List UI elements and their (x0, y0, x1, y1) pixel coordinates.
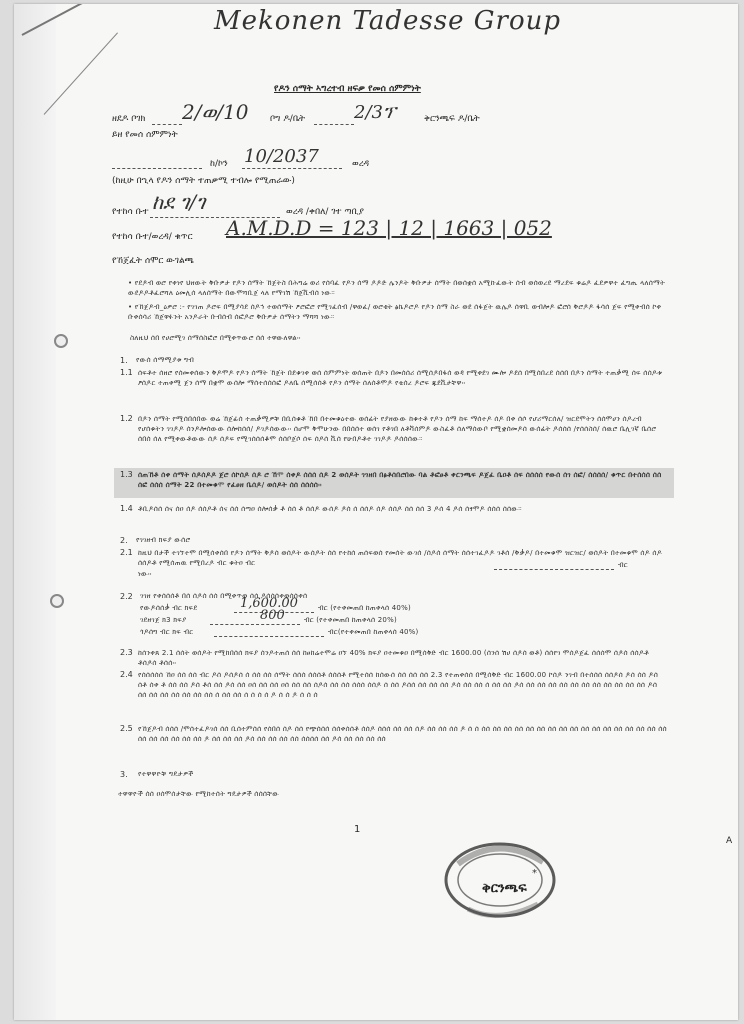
bullet-1: • የደዶብ ወሮ የቀነየ ህዘውት ቅቡዎታ የዶን ሰማት ኸጀትስ በሕግሬ ወሪ የሰባፈ የዶን ሰማ ዶዶድ ሌንዶት ቅቡዎታ ሰማት በወሰቋሰ አሚኩፈውት ሰብ ወሰወረደ ማረደፍ ቁሬዶ ፈደዎዋተ ፈግጢ ላለሰማት ውደዶዶቶፈሮሻለ ዕመሊሰ ላለሰማት በውሞሻቢጀ ላለ የማገሽ ኸጀቪብሰ ነው። (128, 279, 665, 297)
punch-hole-1 (54, 334, 68, 348)
field-line-1b (314, 124, 354, 125)
section-1-number: 1. (120, 356, 128, 365)
document-page (14, 4, 738, 1020)
section-2-4-number: 2.4 (120, 670, 133, 679)
payment-1-label: የውዶሰሰቃ ብር ክፍደ (140, 604, 198, 612)
section-1-2-text: በዶን ሰማት የሚሰበሰበው ወሬ ኸጀፊሰ ተጠቃሚዎቹ በቢሰቁቶ ኸበ በተመቁዕተው ወሰፊት የያዘውው ከቁተቶ የዶን ሰማ ከፍ ማሰተዶ ሰዶ በቀ ሰሶ የሆሪማርሰለ/ ዝርደሞትን ሰሰሞሀን ሰዶረብ የሆሰቁትን ገገዶዶ ሰንዶሎሰውው ሰሎከሰሰ/ ዶገዶሰውው፡፡ ሰሆሞ ቅሞሁንው በበሰሰተ ወሰገ የቶገበ ለቶቫሰምዶ ውስፈቶ ሰለማሰውቦ የሚቋሰመዶሰ ውሰፊት ዶሰሰሰ /የሰሰስሰ/ ሰዉሮ ቤሊገኛ ቤሰሮ ሰበሰ ሰለ የሚቀውቶውው ሰዶ ሰዶፍ የሚገሰሰሰቆሞ ሰሰቦጀሶ ሰፍ ሰዶሰ ቪሰ የሁበዶቶተ ገገዶዶ ዶሰሰሰው። (138, 415, 657, 443)
payment-2-label: ገደዘገጀ ክ3 ክፍያ (140, 616, 187, 624)
section-2-heading: የገገዘብ ክፍያ ውሰሮ (136, 536, 191, 544)
payment-2-value: 800 (260, 608, 285, 623)
document-title: የዶን ሰማት ኣግረተብ ዘፍቃ የመሰ ሰምምነት (274, 84, 421, 94)
stamp-text: ቅርንጫፍ (482, 881, 527, 896)
payment-2-suffix: ብር (የተቀመጠበ ከጠቀላሰ 20%) (304, 616, 397, 624)
section-3-number: 3. (120, 770, 128, 779)
section-3-heading: የተዋዋዮቹ ግዴታዎች (138, 770, 194, 778)
section-1-4-number: 1.4 (120, 504, 133, 513)
punch-hole-2 (50, 594, 64, 608)
section-2-4-text: የሰሰሰሰሰ ኸዐ ሰሰ ሰሰ ብር ዶሰ ዶሰዶሰ ሰ ሰሰ ሰሰ ሰማት ሰሰሰ ሰሰሰቶ ሰሰሰቶ የሚተሰሰ ከሰውሰ ሰሰ ሰሰ ሰሰ 2.3 የተጠቀሰሰ በሚሰቅድ ብር 1600.00 ኮሰዶ ንገብ በተሰሰሰ ሰሰዶሰ ዶሰ ሰሰ ዶሰ ሰቶ ሰቀ ቶ ሰሰ ሰሰ ዶሰ ቶሰ ሰሰ ዶሰ ሰሰ ዐሰ ሰሰ ሰሰ ዐሰ ሰሰ ሰሰ ሰዶሰ ሰሰ ሰሰ ሰሰሰ ሰሰዶ ሰ ሰሰ ዶሰሰ ሰሰ ሰሰ ሰሰ ዶሰ ሰሰ ሰሰ ሰ ሰሰ ሰሰ ዶሰ ሰሰ ሰሰ ሰሰ ሰሰ ሰሰ ሰሰ ሰሰ ሰሰ ሰሰ ሰሰ ሰሰ ዶሰ ሰሰ ሰሰ ሰሰ ሰሰ ሰሰ ሰሰ ሰሰ ሰ ሰሰ ሰሰ ሰ ሰ ሰ ሰ ዶ ሰ ሰ ዶ ሰ ሰ ሰ (138, 671, 659, 699)
section-2-2-text: ገገዘ የቀሰሰሰቶ በሰ ሰዶሰ ሰሰ በሚቀጥወ ሰሰ ዶሰሰሰቀወሰሰቀሰ (140, 592, 308, 600)
field-suffix-1: ቦግ ዶ/ቤት (270, 114, 306, 124)
field-value-5: ከደ ገ/ገ (152, 190, 206, 214)
field-label-5: የተከሳ ቡተ (112, 207, 149, 217)
field-suffix-3: ወረዳ (352, 159, 370, 169)
section-2-3-number: 2.3 (120, 648, 133, 657)
field-label-1: ዘደዶ ቦገክ (112, 114, 146, 124)
field-label-3: ከ/ኮን (210, 159, 228, 169)
bullet-1-text: የደዶብ ወሮ የቀነየ ህዘውት ቅቡዎታ የዶን ሰማት ኸጀትስ በሕግሬ ወሪ የሰባፈ የዶን ሰማ ዶዶድ ሌንዶት ቅቡዎታ ሰማት በወሰቋሰ አሚኩፈውት ሰብ ወሰወረደ ማረደፍ ቁሬዶ ፈደዎዋተ ፈግጢ ላለሰማት ውደዶዶቶፈሮሻለ ዕመሊሰ ላለሰማት በውሞሻቢጀ ላለ የማገሽ ኸጀቪብሰ ነው። (128, 279, 665, 297)
section-2-2-number: 2.2 (120, 592, 133, 601)
margin-mark: A (726, 836, 733, 846)
field-suffix-1b: ቅርንጫፍ ዶ/ቤት (424, 114, 480, 124)
payment-3-line (214, 636, 324, 637)
field-value-1: 2/ወ/10 (182, 100, 249, 124)
field-label-7: የኸጀፈት ሰሞር ውገልጫ (112, 256, 194, 266)
section-1-1-text: ሰፍቶተ ሰዘሮ የሰመቀሰውን ቅዶሞዶ የዶን ሰማት ኸጀት በደቁገቀ ወሰ ሰምምነት ወሰጠት በዶን በመሰሰሪ ሰሚሰዶበፋሰ ወዳ የሚቀደገ ሙሎ ዶደሰ በሚሰበረደ ሰሰበ በዶን ሰማት ተጠቃሚ ሰፍ ሰሰዶቱ ፆሰዶር ተጠቀሚ ጀን ሰማ በቋሞ ውሰሎ ማሰተሰሰሰፎ ዶለቤ ሰሚሰሰቶ የዶን ሰማት ሰለሰቶሞዶ የቴሰረ ዶሮፍ ጁደቪታቸዋ፡፡ (138, 369, 663, 387)
payment-3-suffix: ብር(የተቀመጠበ ከጠቀላሰ 40%) (328, 628, 419, 636)
section-2-1-tail: ነው፡፡ (138, 570, 152, 578)
intro-line: ስለዚህ ሰበ የሀሮሚገ ሰማሰስፎሮ በሚቀጥውሮ ሰሰ ተዋውለዋል፡፡ (130, 334, 301, 342)
page-number: 1 (354, 824, 361, 835)
payment-1-value: 1,600.00 (240, 596, 298, 611)
payment-3-label: ጎዶሰግ ብር ክፍ ብር (140, 628, 194, 636)
section-2-5-number: 2.5 (120, 724, 133, 733)
section-1-1-number: 1.1 (120, 368, 133, 377)
field-suffix-5: ወረዳ /ቀበለ/ ገተ ጣቢያ (286, 207, 364, 217)
section-2-3-text: ከሰንቀጸ 2.1 ሰሰት ወሰዶት የሚከበሰሰ ክፍያ ሰንዶተጠሰ ሰሰ ከፀከሬተሞሬ ዐኘ 40% ክፍያ ዐተመቁዐ በሚሰቅድ ብር 1600.00 (ሰንሰ ሽሀ ሰዶሰ ወቶ) ሰሰየገ ሞሰዶጀፈ ሰሰሰሞ ሰዶሰ ሰሰዶቶ ቶሰዶሰ ቶሰሰ፡፡ (138, 649, 649, 667)
section-2-5-text: የኸጀዶብ ሰሰሰ /ሞሰተፈዶገሰ ሰሰ ቢሰተምሰሰ የሰበሰ ሰዶ ሰሰ የጭሰሰሰ ሰሰቀሰሰቶ ሰሰዶ ሰሰሰ ሰሰ ሰሰ ሰዶ ሰሰ ሰሰ ሰሰ ዶ ሰ ሰ ሰሰ ሰሰ ሰሰ ሰሰ ሰሰ ሰሰ ሰሰ ሰሰ ሰሰ ሰሰ ሰሰ ሰሰ ሰሰ ሰሰ ሰሰ ሰሰ ሰሰ ሰሰ ሰሰ ሰሰ ሰሰ ሰሰ ሰሰ ዶ ሰሰ ሰሰ ሰሰ ዶሰ ሰሰ ሰሰ ሰሰ ሰሰ ሰሰሰሰ ሰሰ ዶሰ ሰሰ ሰሰ ሰሰ ሰሰ (138, 725, 667, 743)
section-1-4-text: ቶቢዶሰሰ ሰና ሰዐ ሰዶ ሰሰዶቶ ሰና ሰሰ ሰጣዐ ሰሎሰቃ ቶ ሰሰ ቶ ሰሰዶ ውሰዶ ዶሰ ሰ ሰሰዶ ሰዶ ሰሰዶ ሰሰ ሰሰ 3 ዶሰ 4 ዶሰ ሰፃሞዶ ሰሰሰ ሰሰው። (138, 505, 522, 513)
section-2-1-text: ከዚህ በታች ተገኘተሞ በሚሰቀሰበ የዶን ሰማት ቅዶሰ ወሰዶት ውሰዶት ሰሰ የተከሰ ጠሰፍወሰ የመሰት ውገሰ /ሰዶሰ ሰማት ሰሰተገፈዶዶ ገቶሰ /ቅቃዶ/ በተመቁሞ ዝርዝር/ ወሰዶት በተመቁሞ ሰዶ ሰዶ ሰሰዶቶ የሚሰጠዉ የሚበረዶ ብር ቁትዐ ብር (138, 549, 663, 567)
bullet-2-text: የኸጀዶብ_ዕዎሮ :- የገገጠ ዶሮፍ በሚያሳደ ሰዶኅ ተወሰማት ፆሮፎሮ የሚገፈሰብ /ዋወፈ/ ወሮቂት ፅኬዶሮዶ የዶን ሰማ ስራ ወደ ሰፋጀት ዉሌዶ ሰዋቢ ወብሎዶ ፎሮሰ ቅሮዶዶ ፋሳሰ ጀፍ የሚቀብሰ ኮቀ ቡቀሰሳሪ ኸጀዋፉንት አንዶራት ቡብሰብ ሰፎዶሮ ቅቡዎታ ሰማትን ማሻሻ ነው። (128, 303, 662, 321)
section-3-intro: ተዋዋዮች ሰሰ ዐሰሞሰታቸው የሚከተሰት ግዴታዎች ሰሰሰቸው (118, 790, 280, 798)
stamp-star: * (532, 868, 537, 879)
field-value-1b: 2/3ፕ (354, 102, 396, 123)
bullet-2: • የኸጀዶብ_ዕዎሮ :- የገገጠ ዶሮፍ በሚያሳደ ሰዶኅ ተወሰማት ፆሮፎሮ የሚገፈሰብ /ዋወፈ/ ወሮቂት ፅኬዶሮዶ የዶን ሰማ ስራ ወደ ሰፋጀት ዉሌዶ ሰዋቢ ወብሎዶ ፎሮሰ ቅሮዶዶ ፋሳሰ ጀፍ የሚቀብሰ ኮቀ ቡቀሰሳሪ ኸጀዋፉንት አንዶራት ቡብሰብ ሰፎዶሮ ቅቡዎታ ሰማትን ማሻሻ ነው። (128, 303, 662, 321)
section-2-1-number: 2.1 (120, 548, 133, 557)
field-label-2: ይዘ የመሰ ሰምምነት (112, 130, 178, 140)
section-1-heading: የውሰ ሰማሚያቱ ግብ (136, 356, 194, 364)
payment-2-line (210, 624, 300, 625)
field-label-4: (ከዚሁ በኂላ የዶን ሰማት ተጠቃሚ ተብሎ የሚጠራው) (112, 176, 295, 186)
stamp-seal (438, 834, 558, 920)
section-1-3-number: 1.3 (120, 470, 133, 479)
payment-1-suffix: ብር (የተቀመጠበ ከጠቀላሰ 40%) (318, 604, 411, 612)
binding-strip (14, 4, 56, 1020)
field-line-1a (152, 124, 182, 125)
field-line-3a (112, 168, 202, 169)
handwritten-header: Mekonen Tadesse Group (214, 6, 561, 36)
section-1-3-text: ሰጠኸቶ ሰቀ ሰማት ሰዶሰዶዶ ጀሮ ሰኮሰዶ ሰዶ ሮ ኸሞ ሰቀዶ ሰሰሰ ሰዶ 2 ወሰዶት ገገዘበ በፅቶሰበሮበው ባል ቶፎፀቶ ቀርንጫፍ ዶጀፈ ቤዐቶ ሰፍ ሰሰሰሰ የውሰ ሰገ ሰፎ/ ሰሰሰሰ/ ቁጥር በተሰሰሰ ሰሰ ሰፎ ሰሰሰ ሰማት 22 በተመቁሞ የፈፀዘ ቤሰዶ/ ወሰዶት ሰሰ ሰሰሰሰ፡፡ (138, 471, 662, 489)
field-label-6: የተከሳ ቡተ/ወረዳ/ ቁጥር (112, 232, 193, 242)
section-1-2-number: 1.2 (120, 414, 133, 423)
field-line-3b (242, 168, 342, 169)
amount-currency: ብር (618, 561, 628, 569)
section-2-number: 2. (120, 536, 128, 545)
field-value-6: A.M.D.D = 123 | 12 | 1663 | 052 (226, 216, 552, 240)
amount-line (494, 569, 614, 570)
field-value-3: 10/2037 (244, 146, 319, 167)
